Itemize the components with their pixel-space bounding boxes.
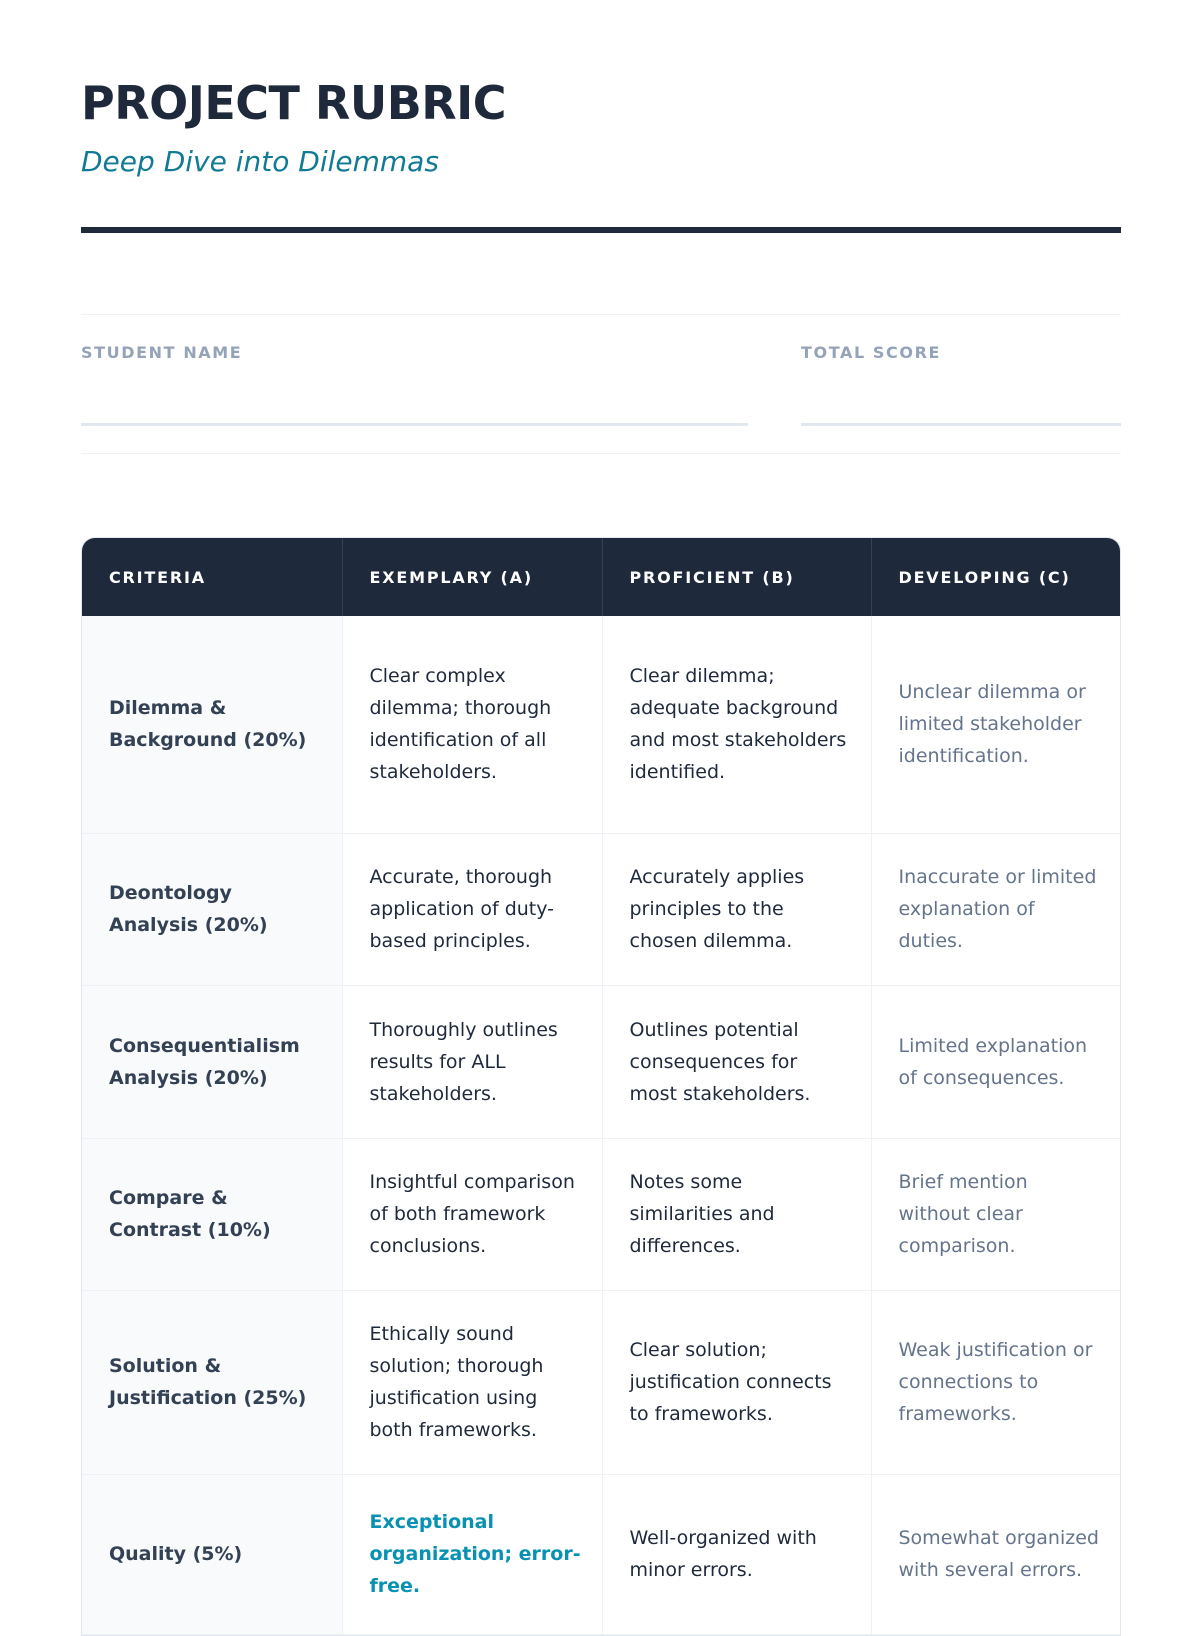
developing-cell: Brief mention without clear comparison. xyxy=(871,1138,1120,1290)
exemplary-cell: Accurate, thorough application of duty-based principles. xyxy=(342,833,602,985)
exemplary-cell: Clear complex dilemma; thorough identification of all stakeholders. xyxy=(342,616,602,833)
page-subtitle: Deep Dive into Dilemmas xyxy=(81,145,439,178)
total-score-line[interactable] xyxy=(801,423,1121,426)
table-row xyxy=(82,1474,1120,1634)
col-developing: DEVELOPING (C) xyxy=(871,538,1120,616)
total-score-field[interactable] xyxy=(801,343,1121,362)
total-score-label: TOTAL SCORE xyxy=(801,343,942,362)
criteria-cell: Dilemma & Background (20%) xyxy=(82,616,342,833)
page-title: PROJECT RUBRIC xyxy=(81,76,507,130)
table-row xyxy=(82,985,1120,1138)
student-name-line[interactable] xyxy=(81,423,748,426)
developing-cell: Unclear dilemma or limited stakeholder identification. xyxy=(871,616,1120,833)
exemplary-cell: Ethically sound solution; thorough justification using both frameworks. xyxy=(342,1290,602,1474)
proficient-cell: Clear dilemma; adequate background and most stakeholders identified. xyxy=(602,616,871,833)
proficient-cell: Notes some similarities and differences. xyxy=(602,1138,871,1290)
student-name-label: STUDENT NAME xyxy=(81,343,243,362)
table-row xyxy=(82,616,1120,833)
table-row xyxy=(82,1290,1120,1474)
exemplary-cell: Thoroughly outlines results for ALL stakeholders. xyxy=(342,985,602,1138)
exemplary-cell: Insightful comparison of both framework conclusions. xyxy=(342,1138,602,1290)
student-name-field[interactable] xyxy=(81,343,748,362)
developing-cell: Weak justification or connections to frameworks. xyxy=(871,1290,1120,1474)
table-row xyxy=(82,1138,1120,1290)
table-row xyxy=(82,833,1120,985)
rubric-table xyxy=(81,537,1121,1636)
col-proficient: PROFICIENT (B) xyxy=(602,538,871,616)
col-exemplary: EXEMPLARY (A) xyxy=(342,538,602,616)
developing-cell: Somewhat organized with several errors. xyxy=(871,1474,1120,1634)
proficient-cell: Outlines potential consequences for most stakeholders. xyxy=(602,985,871,1138)
title-divider xyxy=(81,227,1121,233)
developing-cell: Limited explanation of consequences. xyxy=(871,985,1120,1138)
criteria-cell: Consequentialism Analysis (20%) xyxy=(82,985,342,1138)
proficient-cell: Clear solution; justification connects to frameworks. xyxy=(602,1290,871,1474)
exemplary-cell: Exceptional organization; error-free. xyxy=(342,1474,602,1634)
criteria-cell: Solution & Justification (25%) xyxy=(82,1290,342,1474)
criteria-cell: Quality (5%) xyxy=(82,1474,342,1634)
proficient-cell: Well-organized with minor errors. xyxy=(602,1474,871,1634)
table-header-row xyxy=(82,538,1120,616)
developing-cell: Inaccurate or limited explanation of duties. xyxy=(871,833,1120,985)
criteria-cell: Compare & Contrast (10%) xyxy=(82,1138,342,1290)
info-divider-bottom xyxy=(81,453,1121,454)
col-criteria: CRITERIA xyxy=(82,538,342,616)
criteria-cell: Deontology Analysis (20%) xyxy=(82,833,342,985)
info-divider-top xyxy=(81,314,1121,315)
proficient-cell: Accurately applies principles to the chosen dilemma. xyxy=(602,833,871,985)
